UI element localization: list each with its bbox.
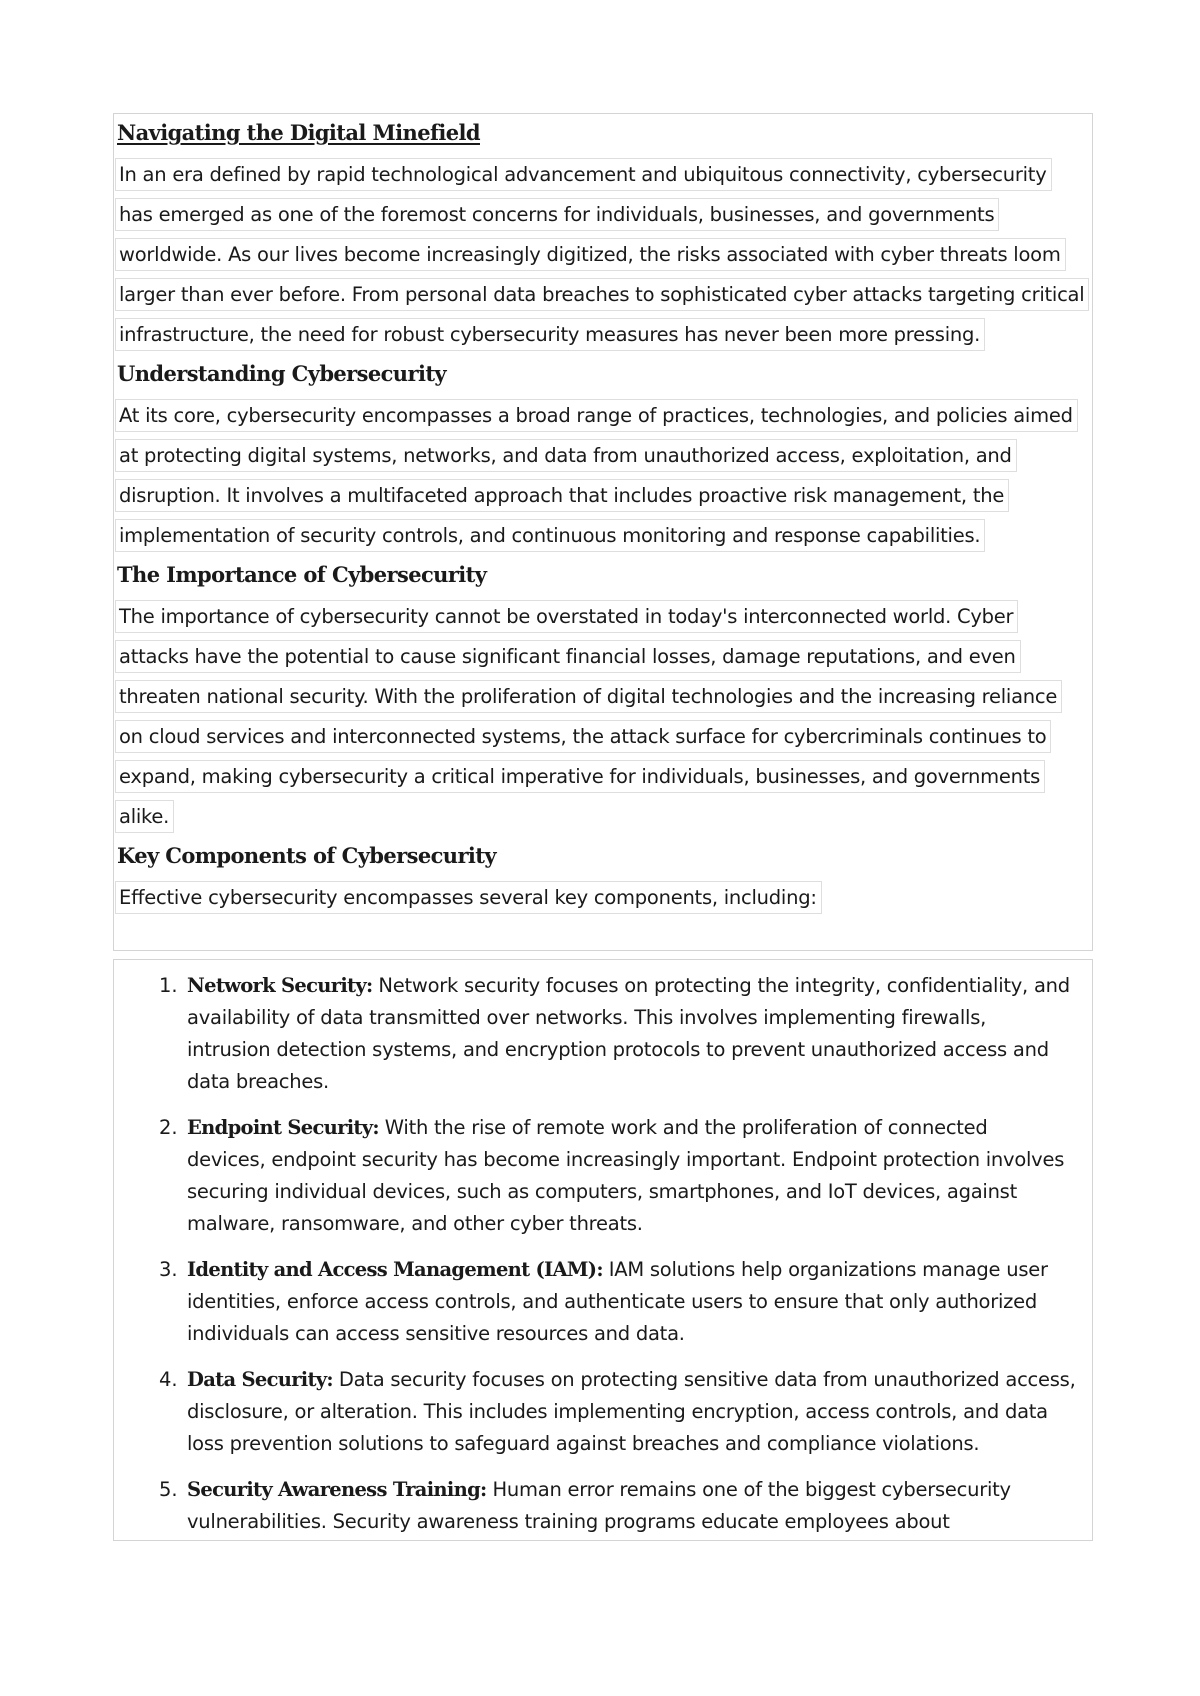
list-item-text: Network security focuses on protecting the integrity, confidentiality, and	[372, 974, 1070, 997]
section-paragraph	[117, 600, 1092, 833]
components-list-frame	[113, 959, 1093, 1541]
text-line: In an era defined by rapid technological advancement and ubiquitous connectivity, cybersecurity	[115, 158, 1052, 191]
list-item-text: With the rise of remote work and the proliferation of connected	[378, 1116, 988, 1139]
text-line: at protecting digital systems, networks, and data from unauthorized access, exploitation, and	[115, 439, 1017, 472]
list-item-text: Human error remains one of the biggest cybersecurity	[486, 1478, 1011, 1501]
list-item-first-line	[187, 1474, 1092, 1506]
list-number: 2.	[159, 1116, 178, 1139]
components-list	[114, 970, 1092, 1538]
text-line: Effective cybersecurity encompasses several key components, including:	[115, 881, 822, 914]
section-paragraph	[117, 399, 1092, 552]
list-item-term: Endpoint Security:	[187, 1116, 379, 1139]
section-heading: Understanding Cybersecurity	[117, 361, 447, 386]
text-line: on cloud services and interconnected systems, the attack surface for cybercriminals continues to	[115, 720, 1051, 753]
list-number: 4.	[159, 1368, 178, 1391]
list-item-line: securing individual devices, such as computers, smartphones, and IoT devices, against	[187, 1180, 1017, 1203]
list-item-first-line	[187, 1112, 1092, 1144]
list-item-line: malware, ransomware, and other cyber threats.	[187, 1212, 643, 1235]
list-item-first-line	[187, 1254, 1092, 1286]
list-item-line: vulnerabilities. Security awareness training programs educate employees about	[187, 1510, 950, 1533]
list-item-line: intrusion detection systems, and encryption protocols to prevent unauthorized access and	[187, 1038, 1049, 1061]
text-line: infrastructure, the need for robust cybersecurity measures has never been more pressing.	[115, 318, 985, 351]
list-item-text: IAM solutions help organizations manage user	[602, 1258, 1048, 1281]
list-item	[114, 1364, 1092, 1460]
list-item	[114, 1254, 1092, 1350]
text-line: expand, making cybersecurity a critical imperative for individuals, businesses, and governments	[115, 760, 1045, 793]
section-heading: The Importance of Cybersecurity	[117, 562, 487, 587]
intro-paragraph	[117, 158, 1092, 351]
list-item-first-line	[187, 970, 1092, 1002]
text-line: larger than ever before. From personal data breaches to sophisticated cyber attacks targeting critical	[115, 278, 1089, 311]
text-line: alike.	[115, 800, 174, 833]
list-item-line: devices, endpoint security has become increasingly important. Endpoint protection involves	[187, 1148, 1065, 1171]
list-item-line: individuals can access sensitive resources and data.	[187, 1322, 685, 1345]
list-item-term: Network Security:	[187, 974, 373, 997]
list-number: 1.	[159, 974, 178, 997]
text-line: implementation of security controls, and continuous monitoring and response capabilities.	[115, 519, 985, 552]
section-paragraph	[117, 881, 1092, 914]
text-line: disruption. It involves a multifaceted approach that includes proactive risk management, the	[115, 479, 1009, 512]
list-item-term: Identity and Access Management (IAM):	[187, 1258, 603, 1281]
list-item	[114, 1474, 1092, 1538]
list-number: 5.	[159, 1478, 178, 1501]
list-item-first-line	[187, 1364, 1092, 1396]
text-line: The importance of cybersecurity cannot be overstated in today's interconnected world. Cyber	[115, 600, 1018, 633]
text-line: attacks have the potential to cause significant financial losses, damage reputations, and even	[115, 640, 1021, 673]
content-frame	[113, 113, 1093, 951]
list-item-line: disclosure, or alteration. This includes implementing encryption, access controls, and data	[187, 1400, 1048, 1423]
list-item-text: Data security focuses on protecting sensitive data from unauthorized access,	[332, 1368, 1076, 1391]
list-item-term: Security Awareness Training:	[187, 1478, 487, 1501]
document-title: Navigating the Digital Minefield	[117, 120, 480, 145]
list-item-term: Data Security:	[187, 1368, 333, 1391]
text-line: threaten national security. With the proliferation of digital technologies and the increasing reliance	[115, 680, 1062, 713]
list-item-line: identities, enforce access controls, and authenticate users to ensure that only authorized	[187, 1290, 1038, 1313]
list-item	[114, 1112, 1092, 1240]
text-line: At its core, cybersecurity encompasses a broad range of practices, technologies, and policies aimed	[115, 399, 1078, 432]
text-line: worldwide. As our lives become increasingly digitized, the risks associated with cyber threats loom	[115, 238, 1066, 271]
list-item-line: data breaches.	[187, 1070, 329, 1093]
list-item	[114, 970, 1092, 1098]
text-line: has emerged as one of the foremost concerns for individuals, businesses, and governments	[115, 198, 999, 231]
section-heading: Key Components of Cybersecurity	[117, 843, 496, 868]
list-number: 3.	[159, 1258, 178, 1281]
list-item-line: loss prevention solutions to safeguard against breaches and compliance violations.	[187, 1432, 980, 1455]
list-item-line: availability of data transmitted over networks. This involves implementing firewalls,	[187, 1006, 987, 1029]
